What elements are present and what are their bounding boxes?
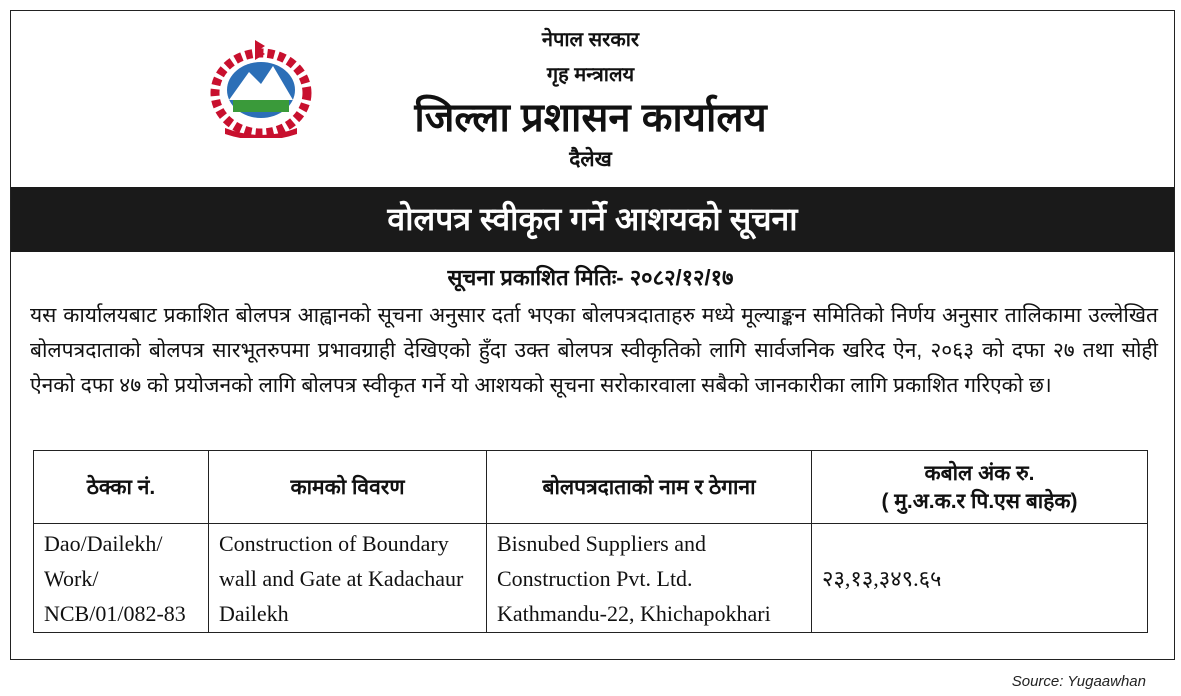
header-amount-note: ( मु.अ.क.र पि.एस बाहेक) <box>881 490 1078 513</box>
notice-title: वोलपत्र स्वीकृत गर्ने आशयको सूचना <box>11 187 1174 252</box>
cell-contract-no: Dao/Dailekh/ Work/ NCB/01/082-83 <box>34 524 209 633</box>
table-row <box>34 524 1148 633</box>
header-description: कामको विवरण <box>209 451 487 524</box>
cell-description: Construction of Boundary wall and Gate at Kadachaur Dailekh <box>209 524 487 633</box>
header-contract-no: ठेक्का नं. <box>34 451 209 524</box>
publish-date: सूचना प्रकाशित मितिः- २०८२/१२/१७ <box>447 265 734 290</box>
header-bidder: बोलपत्रदाताको नाम र ठेगाना <box>487 451 812 524</box>
bid-table <box>33 450 1148 633</box>
ministry-name: गृह मन्त्रालय <box>546 64 635 86</box>
table-header-row <box>34 451 1148 524</box>
office-name: जिल्ला प्रशासन कार्यालय <box>414 96 767 140</box>
government-name: नेपाल सरकार <box>541 29 640 51</box>
header-amount <box>812 451 1148 524</box>
notice-body: यस कार्यालयबाट प्रकाशित बोलपत्र आह्वानको सूचना अनुसार दर्ता भएका बोलपत्रदाताहरु मध्ये मूल्याङ्कन समितिको निर्णय अनुसार तालिकामा उल्लेखित बोलपत्रदाताको बोलपत्र सारभूतरुपमा प्रभावग्राही देखिएको हुँदा उक्त बोलपत्र स्वीकृतिको लागि सार्वजनिक खरिद ऐन, २०६३ को दफा २७ तथा सोही ऐनको दफा ४७ को प्रयोजनको लागि बोलपत्र स्वीकृत गर्ने यो आशयको सूचना सरोकारवाला सबैको जानकारीका लागि प्रकाशित गरिएको छ। <box>30 304 1158 397</box>
cell-bidder: Bisnubed Suppliers and Construction Pvt. Ltd. Kathmandu-22, Khichapokhari <box>487 524 812 633</box>
source-credit: Source: Yugaawhan <box>1011 673 1146 690</box>
header-amount-label: कबोल अंक रु. <box>924 462 1035 485</box>
district-name: दैलेख <box>569 148 612 171</box>
cell-amount: २३,१३,३४९.६५ <box>812 524 1148 633</box>
